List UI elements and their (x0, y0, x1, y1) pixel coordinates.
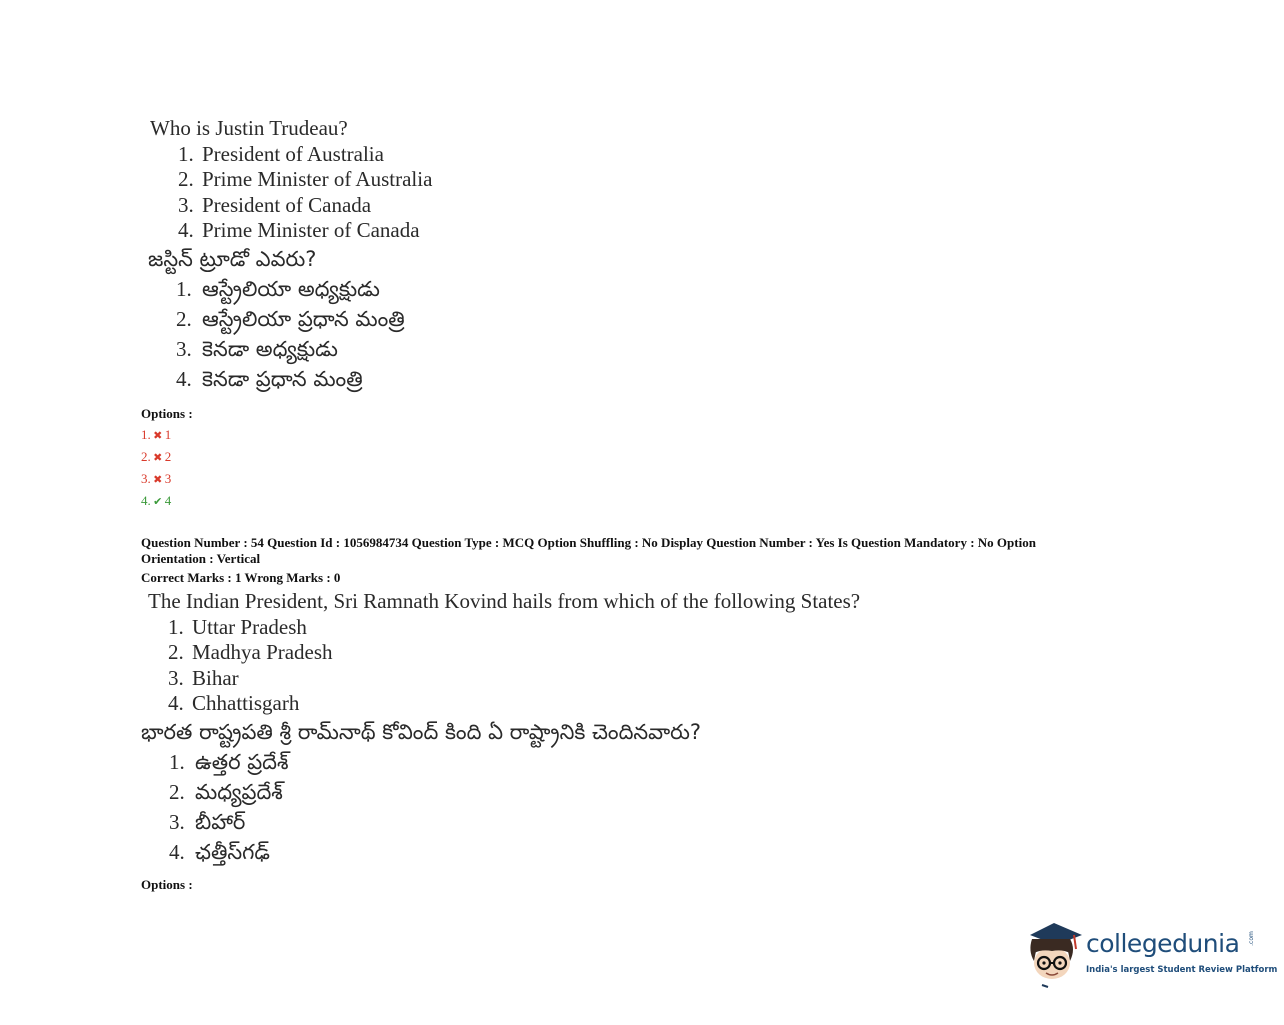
answer-option-3: 3. ✖ 3 (141, 468, 171, 490)
q54-telugu (141, 717, 701, 867)
q54-option-te-3: 3. బీహార్ (169, 810, 246, 834)
q53-option-te-1: 1. ఆస్ట్రేలియా అధ్యక్షుడు (176, 277, 380, 301)
wrong-mark-icon: ✖ (153, 429, 163, 442)
mascot-graduate-icon (1022, 917, 1084, 989)
q54-option-en-1: 1. Uttar Pradesh (168, 614, 307, 639)
q54-option-te-1: 1. ఉత్తర ప్రదేశ్ (169, 750, 289, 774)
logo-wordmark: collegedunia (1086, 929, 1240, 958)
q54-question-te: భారత రాష్ట్రపతి శ్రీ రామ్‌నాథ్ కోవింద్ కింది ఏ రాష్ట్రానికి చెందినవారు? (141, 720, 702, 744)
q53-question-en: Who is Justin Trudeau? (150, 116, 348, 140)
q53-options-label: Options : (141, 406, 193, 421)
q53-option-te-2: 2. ఆస్ట్రేలియా ప్రధాన మంత్రి (176, 307, 405, 331)
answer-option-1: 1. ✖ 1 (141, 424, 171, 446)
check-mark-icon: ✔ (153, 495, 163, 508)
q53-option-en-4: 4. Prime Minister of Canada (178, 218, 420, 242)
q54-english (148, 589, 860, 717)
q53-telugu (148, 244, 405, 394)
logo-tagline: India's largest Student Review Platform (1086, 965, 1278, 975)
q53-option-te-4: 4. కెనడా ప్రధాన మంత్రి (176, 367, 363, 391)
logo-domain-suffix: .com (1247, 931, 1255, 946)
q54-option-te-2: 2. మధ్యప్రదేశ్ (169, 780, 283, 804)
q54-option-en-4: 4. Chhattisgarh (168, 691, 300, 715)
q54-metadata (141, 535, 1141, 567)
q54-question-en: The Indian President, Sri Ramnath Kovind hails from which of the following States? (148, 589, 861, 613)
wrong-mark-icon: ✖ (153, 451, 163, 464)
q54-option-te-4: 4. ఛత్తీస్‌గఢ్ (169, 840, 270, 864)
q54-meta-line1: Question Number : 54 Question Id : 1056984734 Question Type : MCQ Option Shuffling : No Display Question Number : Yes Is Question Mandatory : No Option (141, 535, 1036, 550)
q53-answer-list (141, 424, 171, 512)
q53-english (150, 116, 432, 244)
q54-option-en-2: 2. Madhya Pradesh (168, 640, 333, 664)
q53-option-te-3: 3. కెనడా అధ్యక్షుడు (176, 337, 338, 361)
wrong-mark-icon: ✖ (153, 473, 163, 486)
q53-option-en-2: 2. Prime Minister of Australia (178, 167, 433, 191)
collegedunia-logo[interactable] (1022, 915, 1278, 990)
q53-question-te: జస్టిన్ ట్రూడో ఎవరు? (148, 247, 317, 271)
q54-meta-line2: Orientation : Vertical (141, 551, 261, 566)
q54-option-en-3: 3. Bihar (168, 665, 239, 690)
q53-option-en-1: 1. President of Australia (178, 141, 384, 166)
q54-marks: Correct Marks : 1 Wrong Marks : 0 (141, 570, 341, 585)
q54-options-label: Options : (141, 877, 193, 892)
answer-option-4: 4. ✔ 4 (141, 490, 171, 512)
answer-option-2: 2. ✖ 2 (141, 446, 171, 468)
q53-option-en-3: 3. President of Canada (178, 192, 372, 217)
